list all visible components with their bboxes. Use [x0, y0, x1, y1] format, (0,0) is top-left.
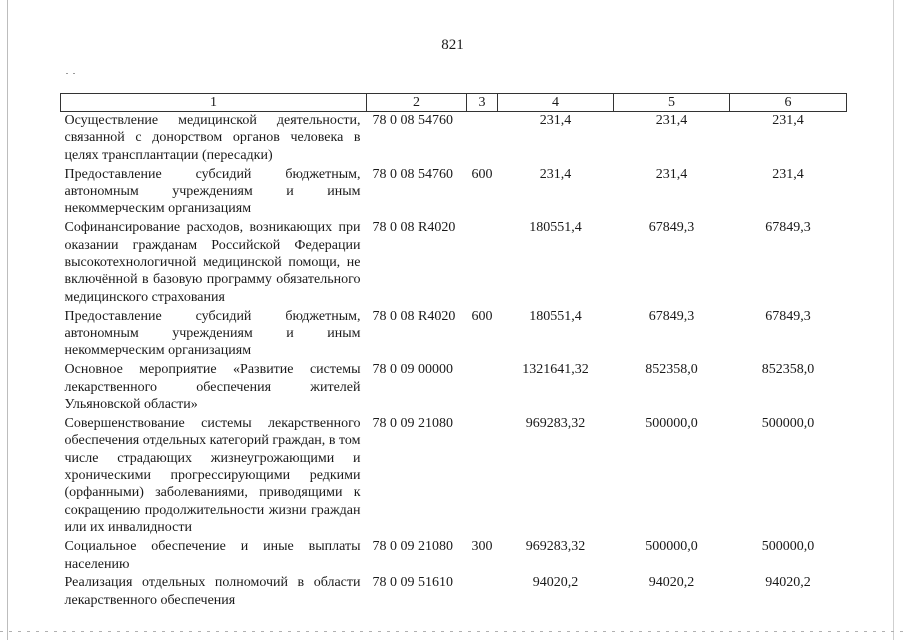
- row-type: 600: [471, 308, 493, 324]
- row-amount-1: 231,4: [539, 113, 572, 128]
- scan-edge-bottom: [0, 631, 905, 632]
- header-cell: 1: [61, 94, 367, 112]
- row-amount-2: 500000,0: [645, 415, 698, 431]
- row-code: 78 0 09 21080: [372, 415, 453, 431]
- row-amount-2: 94020,2: [648, 575, 695, 591]
- row-amount-3: 852358,0: [761, 362, 815, 378]
- table-row: [61, 112, 847, 166]
- row-amount-1: 231,4: [539, 166, 572, 182]
- header-cell: 2: [367, 94, 467, 112]
- table-row: [61, 308, 847, 362]
- row-type: [467, 112, 498, 166]
- row-amount-2: 67849,3: [648, 220, 695, 236]
- row-description: Основное мероприятие «Развитие системы лекарственного обеспечения жителей Ульяновской области»: [64, 362, 361, 413]
- row-amount-2: 231,4: [655, 166, 688, 182]
- row-type: 300: [471, 539, 493, 555]
- scan-edge-left: [7, 0, 8, 640]
- row-amount-2: 500000,0: [645, 539, 698, 555]
- row-code: 78 0 08 R4020: [372, 220, 456, 236]
- row-amount-1: 180551,4: [529, 220, 582, 236]
- row-amount-1: 969283,32: [525, 539, 586, 555]
- row-type: [467, 415, 498, 538]
- header-cell: 5: [614, 94, 730, 112]
- row-code: 78 0 08 54760: [372, 113, 453, 128]
- header-row: [61, 94, 847, 112]
- table-row: [61, 538, 847, 574]
- table-row: [61, 361, 847, 415]
- row-description: Предоставление субсидий бюджетным, автономным учреждениям и иным некоммерческим организациям: [64, 308, 361, 359]
- row-description: Осуществление медицинской деятельности, связанной с донорством органов человека в целях трансплантации (пересадки): [64, 113, 361, 163]
- row-amount-3: 500000,0: [761, 415, 815, 431]
- page-number: 821: [441, 37, 464, 53]
- header-cell: 4: [498, 94, 614, 112]
- row-code: 78 0 08 R4020: [372, 308, 456, 324]
- row-amount-1: 1321641,32: [522, 362, 589, 378]
- row-type: [467, 574, 498, 610]
- header-cell: 3: [467, 94, 498, 112]
- scan-edge-right: [893, 0, 894, 640]
- scan-speck: [66, 73, 68, 74]
- row-amount-3: 67849,3: [765, 220, 811, 236]
- table-row: [61, 415, 847, 538]
- row-amount-3: 67849,3: [765, 308, 811, 324]
- row-amount-3: 231,4: [772, 113, 804, 128]
- row-code: 78 0 09 21080: [372, 539, 453, 555]
- row-description: Предоставление субсидий бюджетным, автономным учреждениям и иным некоммерческим организациям: [64, 166, 361, 217]
- row-code: 78 0 08 54760: [372, 166, 453, 182]
- row-type: [467, 219, 498, 307]
- row-code: 78 0 09 00000: [372, 362, 453, 378]
- row-type: 600: [471, 166, 493, 182]
- header-cell: 6: [730, 94, 847, 112]
- table-row: [61, 166, 847, 220]
- row-amount-2: 231,4: [655, 113, 688, 128]
- row-amount-3: 500000,0: [761, 539, 815, 555]
- row-amount-3: 231,4: [772, 166, 804, 182]
- row-amount-2: 852358,0: [645, 362, 698, 378]
- scan-speck: [73, 73, 75, 74]
- row-description: Реализация отдельных полномочий в области лекарственного обеспечения: [64, 575, 361, 608]
- row-description: Совершенствование системы лекарственного обеспечения отдельных категорий граждан, в том числе страдающих жизнеугрожающими и хроническими прогрессирующими редкими (орфанными) заболеваниями, приводящими к сокращению продолжительности жизни граждан или их инвалидности: [64, 415, 361, 536]
- row-amount-1: 180551,4: [529, 308, 582, 324]
- row-description: Социальное обеспечение и иные выплаты населению: [64, 539, 361, 572]
- budget-table: [60, 93, 847, 611]
- row-amount-2: 67849,3: [648, 308, 695, 324]
- row-type: [467, 361, 498, 415]
- row-description: Софинансирование расходов, возникающих при оказании гражданам Российской Федерации высокотехнологичной медицинской помощи, не включённой в базовую программу обязательного медицинского страхования: [64, 220, 361, 305]
- table-row: [61, 219, 847, 307]
- row-code: 78 0 09 51610: [372, 575, 453, 591]
- row-amount-3: 94020,2: [765, 575, 811, 591]
- row-amount-1: 94020,2: [532, 575, 579, 591]
- row-amount-1: 969283,32: [525, 415, 586, 431]
- table-row: [61, 574, 847, 610]
